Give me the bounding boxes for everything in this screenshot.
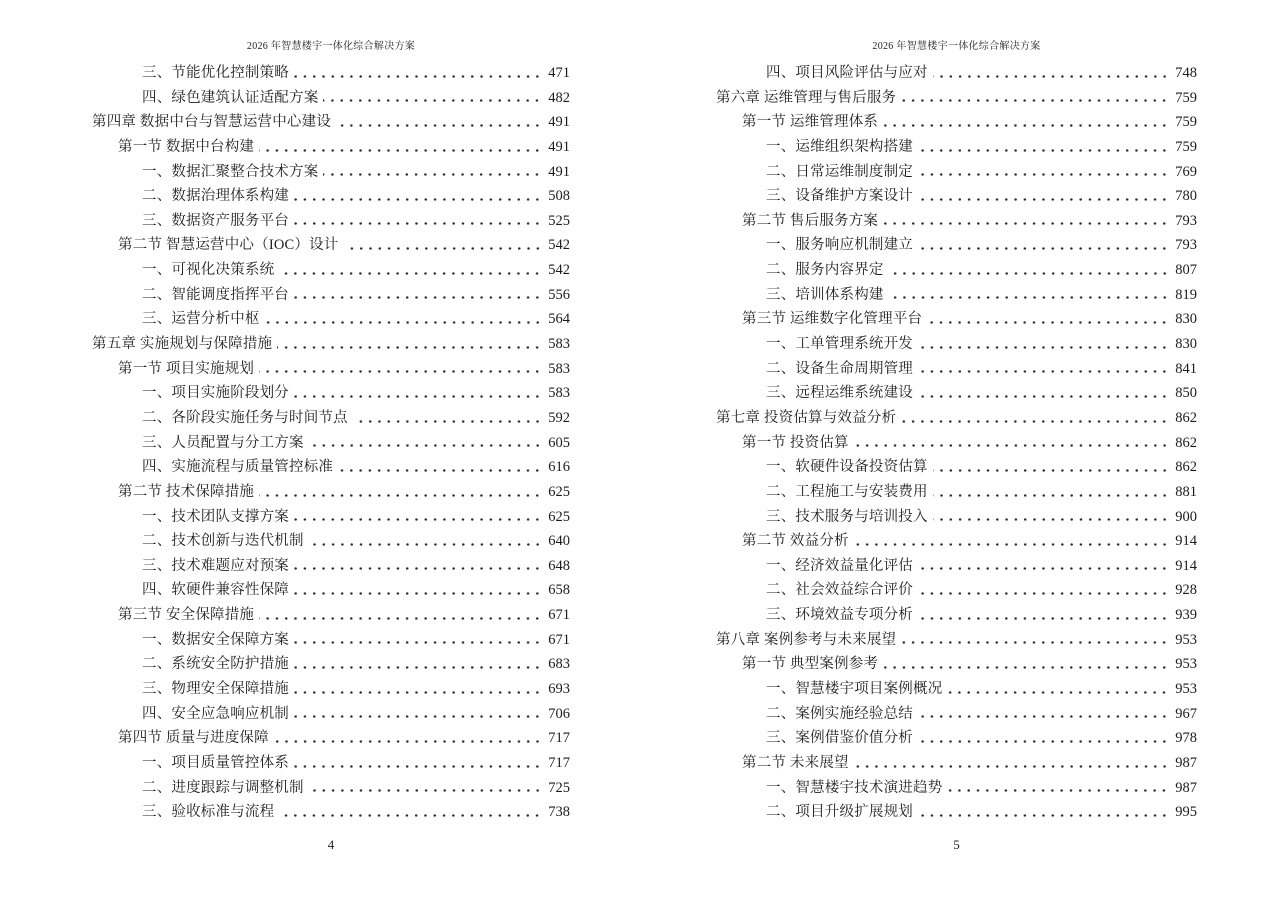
toc-entry-page: 995 (1175, 804, 1197, 821)
toc-page-right (716, 0, 1197, 900)
toc-entry-page: 583 (548, 336, 570, 353)
dot-leader (309, 776, 543, 801)
toc-entry[interactable] (716, 751, 1197, 776)
toc-entry-page: 953 (1175, 656, 1197, 673)
toc-entry-title: 第二节 售后服务方案 (742, 212, 879, 229)
toc-entry-title: 一、经济效益量化评估 (766, 557, 913, 574)
toc-entry[interactable] (92, 160, 570, 185)
dot-leader (918, 800, 1170, 825)
toc-entry-title: 一、服务响应机制建立 (766, 237, 913, 254)
toc-entry-page: 967 (1175, 705, 1197, 722)
toc-entry[interactable] (716, 135, 1197, 160)
dot-leader (294, 505, 543, 530)
dot-leader (294, 184, 543, 209)
toc-entry-page: 471 (548, 65, 570, 81)
toc-entry-title: 二、设备生命周期管理 (766, 360, 913, 377)
dot-leader (918, 726, 1170, 751)
toc-entry-page: 978 (1175, 730, 1197, 747)
toc-entry-page: 725 (548, 779, 570, 796)
toc-entry-page: 640 (548, 533, 570, 550)
page-number: 5 (953, 837, 960, 852)
dot-leader (918, 135, 1170, 160)
toc-entry-title: 第二节 效益分析 (742, 533, 849, 550)
toc-entry[interactable] (716, 702, 1197, 727)
dot-leader (294, 283, 543, 308)
toc-entry-page: 987 (1175, 754, 1197, 771)
toc-entry-page: 542 (548, 237, 570, 254)
toc-list (92, 61, 570, 825)
dot-leader (344, 233, 544, 258)
toc-entry-page: 683 (548, 656, 570, 673)
dot-leader (265, 307, 543, 332)
dot-leader (918, 332, 1170, 357)
toc-entry[interactable] (92, 726, 570, 751)
toc-entry-page: 525 (548, 212, 570, 229)
toc-entry-page: 556 (548, 286, 570, 303)
page-number: 4 (327, 837, 335, 852)
toc-entry-title: 二、技术创新与迭代机制 (142, 533, 304, 550)
toc-entry[interactable] (716, 160, 1197, 185)
toc-entry-page: 830 (1175, 311, 1197, 328)
toc-entry[interactable] (716, 61, 1197, 86)
dot-leader (854, 751, 1170, 776)
toc-entry-page: 625 (548, 483, 570, 500)
toc-entry-title: 一、数据汇聚整合技术方案 (142, 163, 319, 180)
toc-entry-title: 二、社会效益综合评价 (766, 582, 913, 599)
toc-entry-title: 第一节 投资估算 (742, 434, 849, 451)
toc-entry[interactable] (716, 529, 1197, 554)
toc-entry[interactable] (716, 406, 1197, 431)
toc-entry[interactable] (716, 184, 1197, 209)
toc-entry-title: 第一节 数据中台构建 (118, 138, 255, 155)
toc-entry[interactable] (92, 800, 570, 825)
dot-leader (259, 480, 543, 505)
dot-leader (279, 258, 543, 283)
toc-entry[interactable] (92, 652, 570, 677)
toc-entry-page: 491 (548, 114, 570, 131)
toc-entry-title: 三、验收标准与流程 (142, 804, 275, 821)
toc-entry[interactable] (92, 702, 570, 727)
dot-leader (889, 283, 1170, 308)
dot-leader (309, 529, 543, 554)
toc-entry-page: 862 (1175, 459, 1197, 476)
dot-leader (336, 110, 543, 135)
toc-entry-title: 四、项目风险评估与应对 (766, 65, 928, 81)
dot-leader (294, 677, 543, 702)
dot-leader (294, 209, 543, 234)
dot-leader (353, 406, 543, 431)
dot-leader (259, 603, 543, 628)
toc-entry-page: 807 (1175, 262, 1197, 279)
toc-entry[interactable] (716, 652, 1197, 677)
toc-entry[interactable] (92, 628, 570, 653)
dot-leader (883, 110, 1170, 135)
toc-entry-title: 第一节 典型案例参考 (742, 656, 879, 673)
dot-leader (918, 357, 1170, 382)
toc-entry-page: 953 (1175, 681, 1197, 698)
toc-page-left (92, 0, 570, 900)
toc-entry-page: 583 (548, 360, 570, 377)
dot-leader (323, 160, 543, 185)
toc-entry[interactable] (92, 776, 570, 801)
toc-entry-title: 一、智慧楼宇技术演进趋势 (766, 779, 943, 796)
toc-entry[interactable] (716, 455, 1197, 480)
dot-leader (338, 455, 543, 480)
toc-entry-title: 二、日常运维制度制定 (766, 163, 913, 180)
toc-entry-page: 953 (1175, 631, 1197, 648)
toc-entry-page: 900 (1175, 508, 1197, 525)
toc-entry-page: 491 (548, 163, 570, 180)
toc-entry-title: 第四节 质量与进度保障 (118, 730, 269, 747)
toc-entry-page: 491 (548, 138, 570, 155)
dot-leader (933, 505, 1170, 530)
toc-entry[interactable] (92, 283, 570, 308)
toc-entry[interactable] (92, 381, 570, 406)
toc-entry[interactable] (716, 258, 1197, 283)
toc-entry[interactable] (92, 135, 570, 160)
toc-entry-title: 二、服务内容界定 (766, 262, 884, 279)
dot-leader (294, 702, 543, 727)
toc-entry-title: 三、环境效益专项分析 (766, 607, 913, 624)
toc-entry-title: 一、运维组织架构搭建 (766, 138, 913, 155)
toc-entry-title: 三、物理安全保障措施 (142, 681, 289, 698)
toc-entry[interactable] (716, 86, 1197, 111)
toc-entry-title: 二、智能调度指挥平台 (142, 286, 289, 303)
toc-entry[interactable] (716, 603, 1197, 628)
toc-entry[interactable] (92, 233, 570, 258)
toc-entry-page: 564 (548, 311, 570, 328)
dot-leader (889, 258, 1170, 283)
dot-leader (883, 652, 1170, 677)
toc-entry[interactable] (92, 554, 570, 579)
toc-entry[interactable] (92, 357, 570, 382)
toc-entry[interactable] (716, 677, 1197, 702)
toc-entry-title: 四、安全应急响应机制 (142, 705, 289, 722)
toc-entry-page: 738 (548, 804, 570, 821)
toc-entry-title: 一、智慧楼宇项目案例概况 (766, 681, 943, 698)
toc-entry[interactable] (92, 258, 570, 283)
toc-entry-page: 759 (1175, 138, 1197, 155)
toc-entry[interactable] (716, 233, 1197, 258)
toc-entry-page: 780 (1175, 188, 1197, 205)
dot-leader (294, 554, 543, 579)
dot-leader (901, 628, 1170, 653)
toc-entry-page: 881 (1175, 483, 1197, 500)
toc-entry-page: 717 (548, 754, 570, 771)
toc-entry[interactable] (716, 307, 1197, 332)
toc-entry[interactable] (92, 431, 570, 456)
toc-entry-title: 第三节 安全保障措施 (118, 607, 255, 624)
toc-entry-title: 四、软硬件兼容性保障 (142, 582, 289, 599)
toc-entry-page: 759 (1175, 89, 1197, 106)
toc-entry-page: 830 (1175, 336, 1197, 353)
toc-entry[interactable] (92, 86, 570, 111)
toc-entry-page: 658 (548, 582, 570, 599)
dot-leader (918, 381, 1170, 406)
toc-entry[interactable] (716, 283, 1197, 308)
toc-entry-title: 二、工程施工与安装费用 (766, 483, 928, 500)
toc-entry-page: 508 (548, 188, 570, 205)
toc-entry-page: 862 (1175, 409, 1197, 426)
toc-entry-title: 三、设备维护方案设计 (766, 188, 913, 205)
toc-entry-page: 671 (548, 631, 570, 648)
toc-entry-title: 四、绿色建筑认证适配方案 (142, 89, 319, 106)
toc-entry-title: 二、项目升级扩展规划 (766, 804, 913, 821)
toc-entry-page: 671 (548, 607, 570, 624)
toc-entry[interactable] (716, 578, 1197, 603)
dot-leader (918, 554, 1170, 579)
toc-entry-title: 三、案例借鉴价值分析 (766, 730, 913, 747)
toc-entry[interactable] (716, 628, 1197, 653)
toc-entry-page: 693 (548, 681, 570, 698)
toc-entry[interactable] (92, 332, 570, 357)
toc-entry-page: 928 (1175, 582, 1197, 599)
dot-leader (918, 160, 1170, 185)
toc-entry-title: 第三节 运维数字化管理平台 (742, 311, 923, 328)
toc-entry[interactable] (716, 332, 1197, 357)
dot-leader (294, 751, 543, 776)
toc-entry-title: 一、项目质量管控体系 (142, 754, 289, 771)
dot-leader (883, 209, 1170, 234)
toc-entry-page: 648 (548, 557, 570, 574)
dot-leader (294, 652, 543, 677)
toc-entry[interactable] (92, 505, 570, 530)
toc-entry[interactable] (92, 480, 570, 505)
dot-leader (918, 603, 1170, 628)
toc-entry[interactable] (716, 357, 1197, 382)
toc-entry-title: 第七章 投资估算与效益分析 (716, 409, 897, 426)
dot-leader (854, 529, 1170, 554)
toc-entry[interactable] (92, 677, 570, 702)
toc-entry[interactable] (92, 307, 570, 332)
dot-leader (309, 431, 543, 456)
dot-leader (279, 800, 543, 825)
toc-entry[interactable] (92, 209, 570, 234)
toc-entry-title: 第一节 运维管理体系 (742, 114, 879, 131)
toc-entry-title: 三、培训体系构建 (766, 286, 884, 303)
toc-entry-page: 769 (1175, 163, 1197, 180)
dot-leader (294, 381, 543, 406)
toc-entry-page: 850 (1175, 385, 1197, 402)
dot-leader (259, 135, 543, 160)
toc-entry[interactable] (92, 110, 570, 135)
dot-leader (274, 726, 543, 751)
toc-entry[interactable] (92, 603, 570, 628)
toc-entry-title: 第二节 智慧运营中心（IOC）设计 (118, 237, 339, 254)
toc-entry-title: 三、技术服务与培训投入 (766, 508, 928, 525)
toc-entry-title: 二、系统安全防护措施 (142, 656, 289, 673)
dot-leader (918, 702, 1170, 727)
toc-entry-page: 841 (1175, 360, 1197, 377)
toc-entry[interactable] (92, 184, 570, 209)
dot-leader (927, 307, 1170, 332)
toc-entry-title: 一、数据安全保障方案 (142, 631, 289, 648)
toc-entry-title: 第一节 项目实施规划 (118, 360, 255, 377)
toc-entry[interactable] (716, 480, 1197, 505)
toc-entry-page: 748 (1175, 65, 1197, 81)
dot-leader (854, 431, 1170, 456)
dot-leader (901, 406, 1170, 431)
toc-entry-page: 819 (1175, 286, 1197, 303)
toc-entry-title: 一、技术团队支撑方案 (142, 508, 289, 525)
toc-entry-page: 583 (548, 385, 570, 402)
toc-entry-title: 第六章 运维管理与售后服务 (716, 89, 897, 106)
toc-entry-title: 三、远程运维系统建设 (766, 385, 913, 402)
toc-list (716, 61, 1197, 825)
toc-entry-title: 四、实施流程与质量管控标准 (142, 459, 334, 476)
toc-entry-title: 三、数据资产服务平台 (142, 212, 289, 229)
dot-leader (259, 357, 543, 382)
toc-entry-page: 482 (548, 89, 570, 106)
toc-entry-title: 第二节 技术保障措施 (118, 483, 255, 500)
toc-entry-title: 三、技术难题应对预案 (142, 557, 289, 574)
toc-entry[interactable] (716, 776, 1197, 801)
toc-entry-title: 一、软硬件设备投资估算 (766, 459, 928, 476)
toc-entry-title: 二、进度跟踪与调整机制 (142, 779, 304, 796)
toc-entry-page: 592 (548, 409, 570, 426)
dot-leader (933, 61, 1170, 86)
toc-entry-page: 759 (1175, 114, 1197, 131)
dot-leader (294, 628, 543, 653)
toc-entry[interactable] (716, 554, 1197, 579)
toc-entry[interactable] (716, 381, 1197, 406)
toc-entry-title: 三、人员配置与分工方案 (142, 434, 304, 451)
toc-entry[interactable] (716, 110, 1197, 135)
toc-entry-title: 第五章 实施规划与保障措施 (92, 336, 273, 353)
toc-entry[interactable] (716, 726, 1197, 751)
toc-entry-page: 616 (548, 459, 570, 476)
toc-entry[interactable] (716, 800, 1197, 825)
toc-entry-title: 第四章 数据中台与智慧运营中心建设 (92, 114, 332, 131)
dot-leader (918, 233, 1170, 258)
toc-entry-page: 706 (548, 705, 570, 722)
toc-entry-page: 717 (548, 730, 570, 747)
toc-entry[interactable] (92, 578, 570, 603)
dot-leader (947, 776, 1170, 801)
toc-entry-title: 三、运营分析中枢 (142, 311, 260, 328)
toc-entry-title: 一、项目实施阶段划分 (142, 385, 289, 402)
toc-entry-page: 625 (548, 508, 570, 525)
dot-leader (294, 61, 543, 86)
dot-leader (901, 86, 1170, 111)
running-header: 2026 年智慧楼宇一体化综合解决方案 (872, 41, 1041, 52)
toc-entry[interactable] (716, 505, 1197, 530)
toc-entry-title: 二、案例实施经验总结 (766, 705, 913, 722)
toc-entry-title: 一、可视化决策系统 (142, 262, 275, 279)
toc-entry-title: 第二节 未来展望 (742, 754, 849, 771)
toc-entry-page: 793 (1175, 212, 1197, 229)
toc-entry[interactable] (716, 431, 1197, 456)
toc-entry-title: 二、各阶段实施任务与时间节点 (142, 409, 348, 426)
toc-entry-page: 862 (1175, 434, 1197, 451)
toc-entry-page: 542 (548, 262, 570, 279)
dot-leader (277, 332, 543, 357)
toc-entry[interactable] (92, 529, 570, 554)
dot-leader (918, 184, 1170, 209)
toc-entry-page: 793 (1175, 237, 1197, 254)
toc-entry[interactable] (92, 61, 570, 86)
dot-leader (918, 578, 1170, 603)
toc-entry-page: 605 (548, 434, 570, 451)
toc-entry-title: 一、工单管理系统开发 (766, 336, 913, 353)
toc-entry-title: 三、节能优化控制策略 (142, 65, 289, 81)
toc-entry-page: 987 (1175, 779, 1197, 796)
toc-entry[interactable] (92, 751, 570, 776)
toc-entry[interactable] (716, 209, 1197, 234)
dot-leader (294, 578, 543, 603)
running-header: 2026 年智慧楼宇一体化综合解决方案 (246, 41, 416, 52)
dot-leader (947, 677, 1170, 702)
toc-entry[interactable] (92, 455, 570, 480)
dot-leader (933, 480, 1170, 505)
dot-leader (933, 455, 1170, 480)
dot-leader (323, 86, 543, 111)
toc-entry-title: 二、数据治理体系构建 (142, 188, 289, 205)
toc-entry-page: 939 (1175, 607, 1197, 624)
toc-entry-page: 914 (1175, 557, 1197, 574)
toc-entry-title: 第八章 案例参考与未来展望 (716, 631, 897, 648)
toc-entry[interactable] (92, 406, 570, 431)
toc-entry-page: 914 (1175, 533, 1197, 550)
